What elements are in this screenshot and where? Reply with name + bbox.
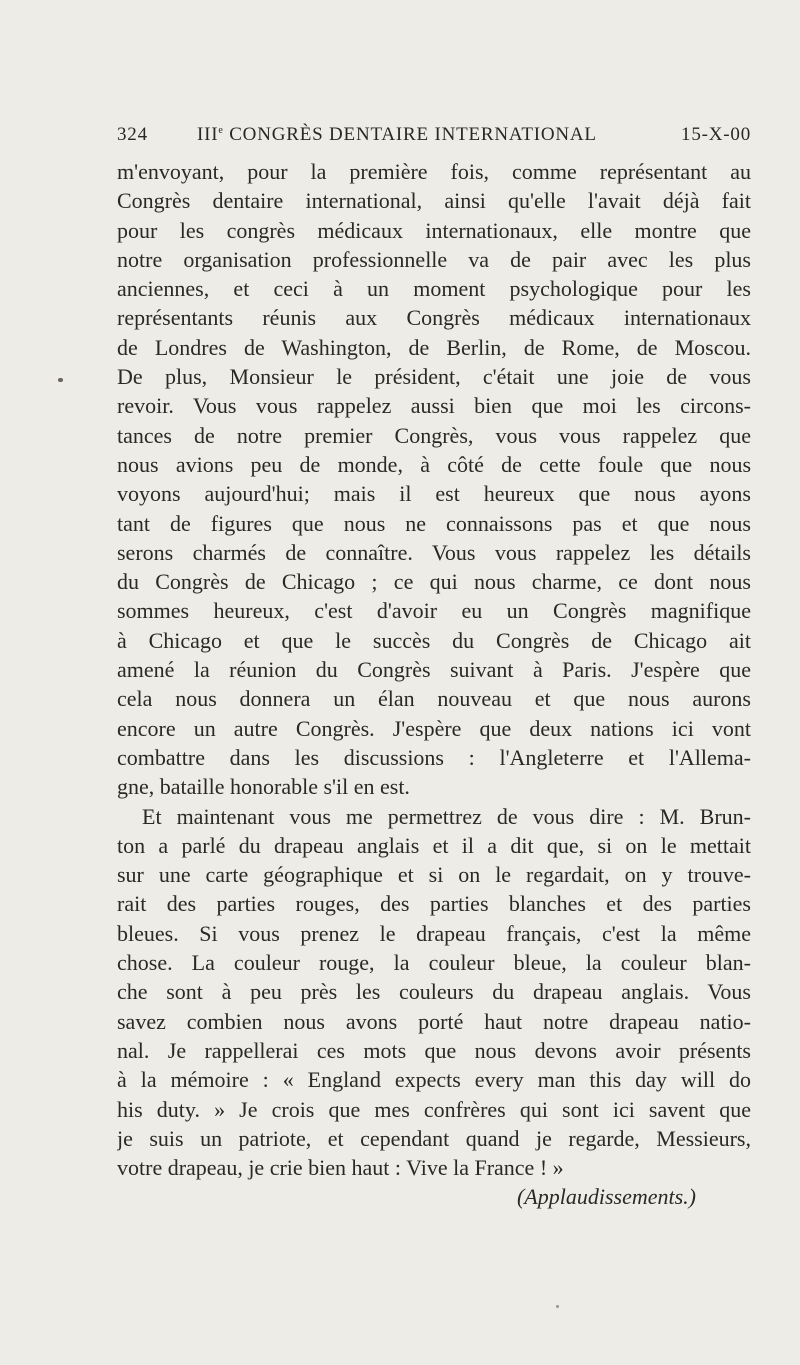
text-line: tant de figures que nous ne connaissons pas et que nous bbox=[117, 510, 751, 536]
text-line: ton a parlé du drapeau anglais et il a dit que, si on le mettait bbox=[117, 832, 751, 858]
text-line: his duty. » Je crois que mes confrères qui sont ici savent que bbox=[117, 1096, 751, 1122]
text-line: De plus, Monsieur le président, c'était une joie de vous bbox=[117, 364, 751, 390]
text-line: représentants réunis aux Congrès médicaux internationaux bbox=[117, 305, 751, 331]
text-line: votre drapeau, je crie bien haut : Vive la France ! » bbox=[117, 1155, 564, 1181]
text-line: cela nous donnera un élan nouveau et que nous aurons bbox=[117, 686, 751, 712]
title-superscript: e bbox=[218, 125, 224, 136]
text-line: nous avions peu de monde, à côté de cette foule que nous bbox=[117, 451, 751, 477]
text-line: Congrès dentaire international, ainsi qu'elle l'avait déjà fait bbox=[117, 188, 751, 214]
running-title bbox=[197, 124, 597, 146]
text-line: de Londres de Washington, de Berlin, de Rome, de Moscou. bbox=[117, 334, 751, 360]
closing-applause: (Applaudissements.) bbox=[516, 1184, 696, 1210]
text-line: bleues. Si vous prenez le drapeau français, c'est la même bbox=[117, 920, 751, 946]
text-line: tances de notre premier Congrès, vous vous rappelez que bbox=[117, 422, 751, 448]
text-line: anciennes, et ceci à un moment psychologique pour les bbox=[117, 276, 751, 302]
text-line: je suis un patriote, et cependant quand je regarde, Messieurs, bbox=[117, 1125, 751, 1151]
text-line: Et maintenant vous me permettrez de vous dire : M. Brun- bbox=[142, 803, 751, 829]
text-line: à la mémoire : « England expects every man this day will do bbox=[117, 1067, 751, 1093]
text-line: revoir. Vous vous rappelez aussi bien que moi les circons- bbox=[117, 393, 751, 419]
text-line: sommes heureux, c'est d'avoir eu un Congrès magnifique bbox=[117, 598, 751, 624]
text-line: savez combien nous avons porté haut notre drapeau natio- bbox=[117, 1008, 751, 1034]
text-line: gne, bataille honorable s'il en est. bbox=[117, 774, 410, 800]
text-line: voyons aujourd'hui; mais il est heureux que nous ayons bbox=[117, 481, 751, 507]
text-line: encore un autre Congrès. J'espère que deux nations ici vont bbox=[117, 715, 751, 741]
text-line: amené la réunion du Congrès suivant à Paris. J'espère que bbox=[117, 657, 751, 683]
margin-mark bbox=[58, 378, 63, 382]
title-text: CONGRÈS DENTAIRE INTERNATIONAL bbox=[229, 124, 597, 145]
text-line: rait des parties rouges, des parties blanches et des parties bbox=[117, 891, 751, 917]
text-line: sur une carte géographique et si on le regardait, on y trouve- bbox=[117, 862, 751, 888]
body-text bbox=[117, 157, 751, 1212]
text-line: pour les congrès médicaux internationaux, elle montre que bbox=[117, 217, 751, 243]
text-line: à Chicago et que le succès du Congrès de Chicago ait bbox=[117, 627, 751, 653]
text-line: nal. Je rappellerai ces mots que nous devons avoir présents bbox=[117, 1037, 751, 1063]
header-date: 15-X-00 bbox=[681, 124, 751, 145]
text-line: serons charmés de connaître. Vous vous rappelez les détails bbox=[117, 539, 751, 565]
text-line: du Congrès de Chicago ; ce qui nous charme, ce dont nous bbox=[117, 569, 751, 595]
title-roman: III bbox=[197, 124, 219, 145]
paper-speck bbox=[556, 1305, 559, 1308]
running-header bbox=[117, 124, 751, 152]
text-line: che sont à peu près les couleurs du drapeau anglais. Vous bbox=[117, 979, 751, 1005]
page-number: 324 bbox=[117, 124, 148, 145]
text-line: m'envoyant, pour la première fois, comme représentant au bbox=[117, 159, 751, 184]
text-line: combattre dans les discussions : l'Angleterre et l'Allema- bbox=[117, 744, 751, 770]
text-line: chose. La couleur rouge, la couleur bleue, la couleur blan- bbox=[117, 950, 751, 976]
text-line: notre organisation professionnelle va de pair avec les plus bbox=[117, 246, 751, 272]
